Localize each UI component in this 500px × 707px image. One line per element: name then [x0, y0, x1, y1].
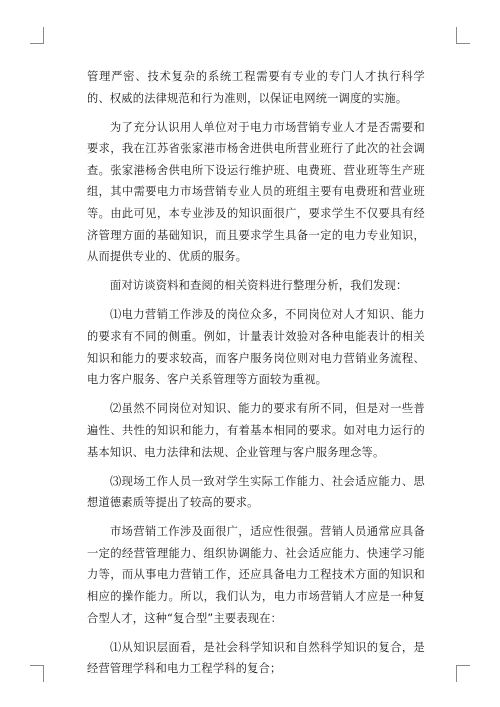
paragraph-findings-lead: 面对访谈资料和查阅的相关资料进行整理分析，我们发现：: [110, 279, 408, 293]
paragraph-continuation: 管理严密、技术复杂的系统工程需要有专业的专门人才执行科学的、权威的法律规范和行为准则，以保证电网统一调度的实施。: [87, 70, 425, 105]
paragraph-knowledge-level: ⑴从知识层面看，是社会科学知识和自然科学知识的复合，是经营管理学科和电力工程学科的复合；: [87, 640, 425, 676]
paragraph-survey-intro: 为了充分认识用人单位对于电力市场营销专业人才是否需要和要求，我在江苏省张家港市杨舍进供电所营业班行了此次的社会调查。张家港杨舍供电所下设运行维护班、电费班、营业班等生产班组，其中需要电力市场营销专业人员的班组主要有电费班和营业班等。由此可见，本专业涉及的知识面很广，要求学生不仅要具有经济管理方面的基础知识，而且要求学生具备一定的电力专业知识，从而提供专业的、优质的服务。: [87, 120, 425, 264]
paragraph-marketing-skills: 市场营销工作涉及面很广，适应性很强。营销人员通常应具备一定的经营管理能力、组织协调能力、社会适应能力、快速学习能力等，而从事电力营销工作，还应具备电力工程技术方面的知识和相应的操作能力。所以，我们认为，电力市场营销人才应是一种复合型人才，这种“复合型”主要表现在：: [87, 525, 425, 625]
paragraph-finding-2: ⑵虽然不同岗位对知识、能力的要求有所不同，但是对一些普遍性、共性的知识和能力，有着基本相同的要求。如对电力运行的基本知识、电力法律和法规、企业管理与客户服务理念等。: [87, 402, 425, 459]
paragraph-finding-1: ⑴电力营销工作涉及的岗位众多，不同岗位对人才知识、能力的要求有不同的侧重。例如，计量表计效验对各种电能表计的相关知识和能力的要求较高，而客户服务岗位则对电力营销业务流程、电力客户服务、客户关系管理等方面较为重视。: [87, 308, 425, 387]
paragraph-finding-3: ⑶现场工作人员一致对学生实际工作能力、社会适应能力、思想道德素质等提出了较高的要求。: [87, 474, 425, 510]
body-text: [87, 66, 425, 680]
